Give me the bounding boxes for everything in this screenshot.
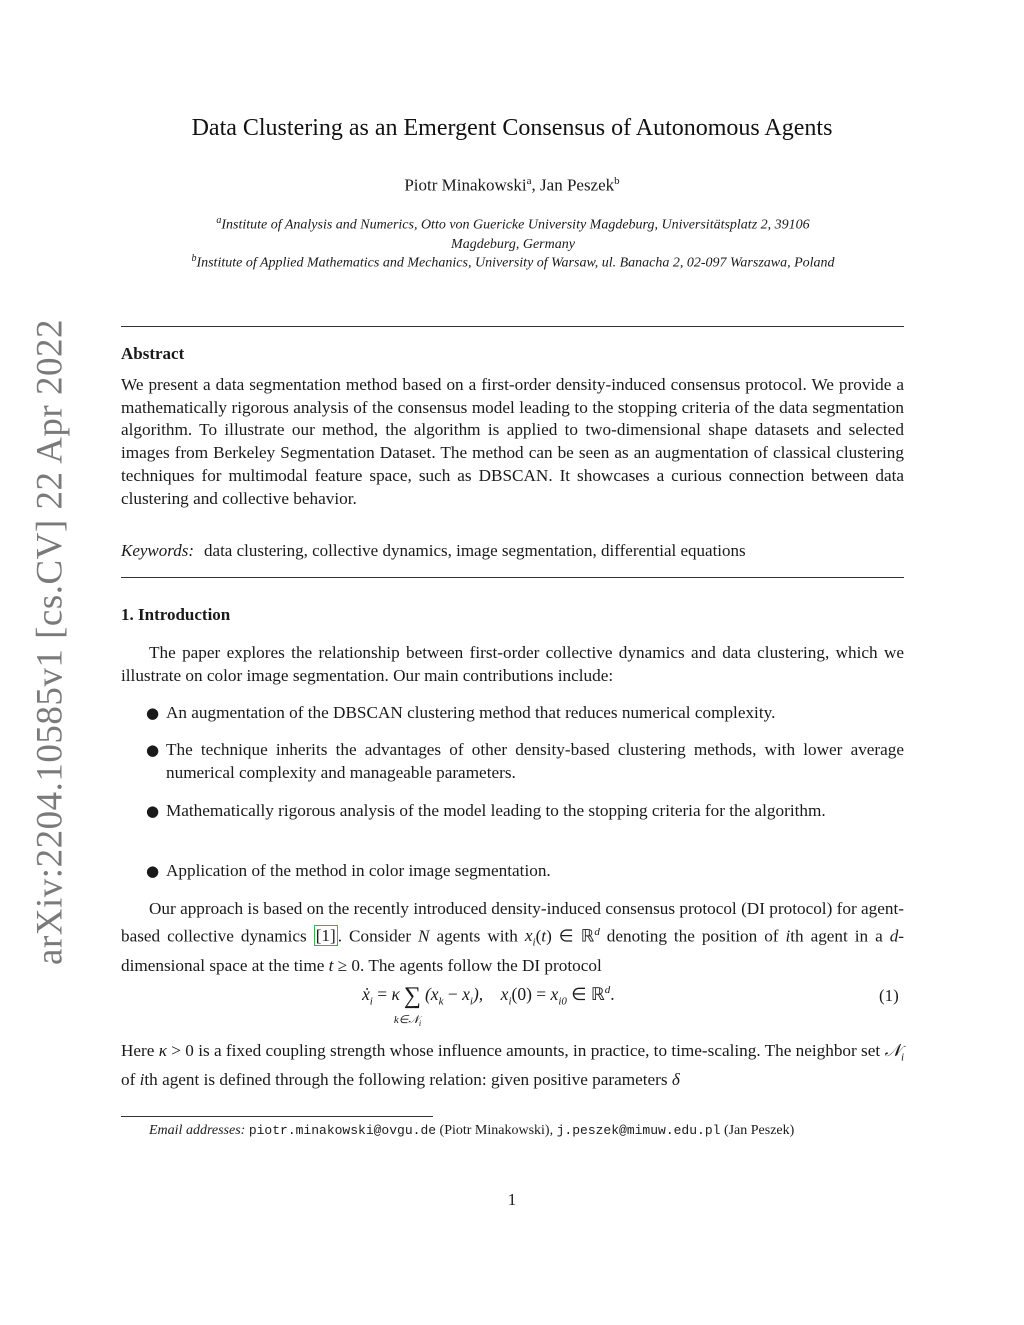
footnote-emails — [149, 1123, 794, 1139]
author-name: Jan Peszek — [540, 175, 615, 195]
affiliation-text-cont: Magdeburg, Germany — [451, 236, 575, 252]
equation-di-protocol: ẋ$_i$ = κ ∑ k∈𝒩$_i$ $(x_k - x_i)$, $x_i(0) = x_{i0}$ ∈ ℝ$^d$. — [362, 983, 615, 1029]
section-heading: 1. Introduction — [121, 605, 231, 624]
author-name: Piotr Minakowski — [404, 175, 527, 195]
author-affiliation-mark: a — [526, 175, 532, 187]
email-owner: (Piotr Minakowski), — [439, 1123, 554, 1138]
divider-top — [121, 326, 904, 327]
approach-text: . The agents follow the DI protocol — [360, 955, 602, 975]
neighbor-text: of — [121, 1070, 140, 1090]
abstract-heading: Abstract — [121, 344, 185, 363]
affiliation-b — [122, 249, 904, 273]
equation-number: (1) — [879, 986, 899, 1005]
neighbor-text: Here — [121, 1041, 159, 1060]
neighbor-text: is a fixed coupling strength whose influence amounts, in practice, to time-scaling. The neighbor set — [193, 1041, 885, 1060]
bullet-icon: ● — [146, 862, 160, 880]
affiliation-text: Institute of Applied Mathematics and Mechanics, University of Warsaw, ul. Banacha 2, 02-097 Warszawa, Poland — [196, 255, 835, 271]
math-symbol: N — [418, 926, 430, 946]
approach-paragraph: Our approach is based on the recently introduced density-induced consensus protocol (DI protocol) for agent-based collective dynamics [1] . Consider N agents with $x_i(t)$ ∈ ℝ$^d$ denoting the position of ith agent in a d-dimensional space at the time t ≥ 0. The agents follow the DI protocol — [121, 899, 905, 975]
email-link[interactable]: piotr.minakowski@ovgu.de — [248, 1123, 437, 1138]
email-link[interactable]: j.peszek@mimuw.edu.pl — [556, 1123, 721, 1138]
contribution-item: The technique inherits the advantages of other density-based clustering methods, with lower average numerical complexity and manageable parameters. — [166, 740, 904, 782]
abstract-text: We present a data segmentation method based on a first-order density-induced consensus protocol. We provide a mathematically rigorous analysis of the consensus model leading to the stopping criteria of the data segmentation algorithm. To illustrate our method, the algorithm is applied to two-dimensional shape datasets and selected images from Berkeley Segmentation Dataset. The method can be seen as an augmentation of classical clustering techniques for multimodal feature space, such as DBSCAN. It showcases a curious connection between data clustering and collective behavior. — [121, 375, 904, 508]
bullet-icon: ● — [146, 802, 160, 820]
neighbor-text: th agent is defined through the following relation: given positive parameters — [144, 1070, 672, 1090]
intro-paragraph: The paper explores the relationship between first-order collective dynamics and data clustering, which we illustrate on color image segmentation. Our main contributions include: — [121, 643, 904, 685]
affiliation-text: Institute of Analysis and Numerics, Otto von Guericke University Magdeburg, Universitätsplatz 2, 39106 — [221, 217, 810, 233]
contribution-item: Mathematically rigorous analysis of the model leading to the stopping criteria for the algorithm. — [166, 801, 826, 820]
keywords-text: data clustering, collective dynamics, image segmentation, differential equations — [204, 541, 746, 560]
arxiv-identifier-stamp: arXiv:2204.10585v1 [cs.CV] 22 Apr 2022 — [29, 319, 71, 965]
approach-text: agents with — [429, 926, 525, 946]
approach-text: . Consider — [337, 926, 419, 946]
keywords — [121, 541, 904, 561]
paper-title: Data Clustering as an Emergent Consensus of Autonomous Agents — [191, 115, 833, 141]
approach-text: denoting the position of — [599, 926, 786, 946]
affiliation-mark: a — [216, 215, 222, 226]
affiliation-a — [122, 211, 904, 254]
footnote-divider — [121, 1116, 433, 1117]
keywords-label: Keywords: — [121, 541, 195, 560]
contribution-item: Application of the method in color image segmentation. — [166, 861, 551, 880]
author-affiliation-mark: b — [614, 175, 620, 187]
contribution-item: An augmentation of the DBSCAN clustering method that reduces numerical complexity. — [166, 703, 776, 722]
page-number: 1 — [507, 1190, 517, 1209]
approach-text: -dimensional space at the time — [121, 926, 905, 975]
divider-bottom — [121, 577, 904, 578]
affiliation-mark: b — [191, 253, 197, 264]
citation-link[interactable]: [1] — [315, 926, 336, 946]
author-list: Piotr Minakowski$^a$, Jan Peszek$^b$ — [404, 175, 620, 195]
email-owner: (Jan Peszek) — [723, 1123, 795, 1138]
neighbor-paragraph: Here κ > 0 is a fixed coupling strength whose influence amounts, in practice, to time-scaling. The neighbor set 𝒩$_i$ of ith agent is defined through the following relation: given positive parameters δ — [121, 1041, 904, 1090]
footnote-label: Email addresses: — [149, 1123, 246, 1138]
approach-text: th agent in a — [790, 926, 890, 946]
bullet-icon: ● — [146, 741, 160, 759]
approach-text: Our approach is based on the recently introduced density-induced consensus protocol (DI protocol) for agent-based collective dynamics — [121, 899, 904, 946]
bullet-icon: ● — [146, 704, 160, 722]
